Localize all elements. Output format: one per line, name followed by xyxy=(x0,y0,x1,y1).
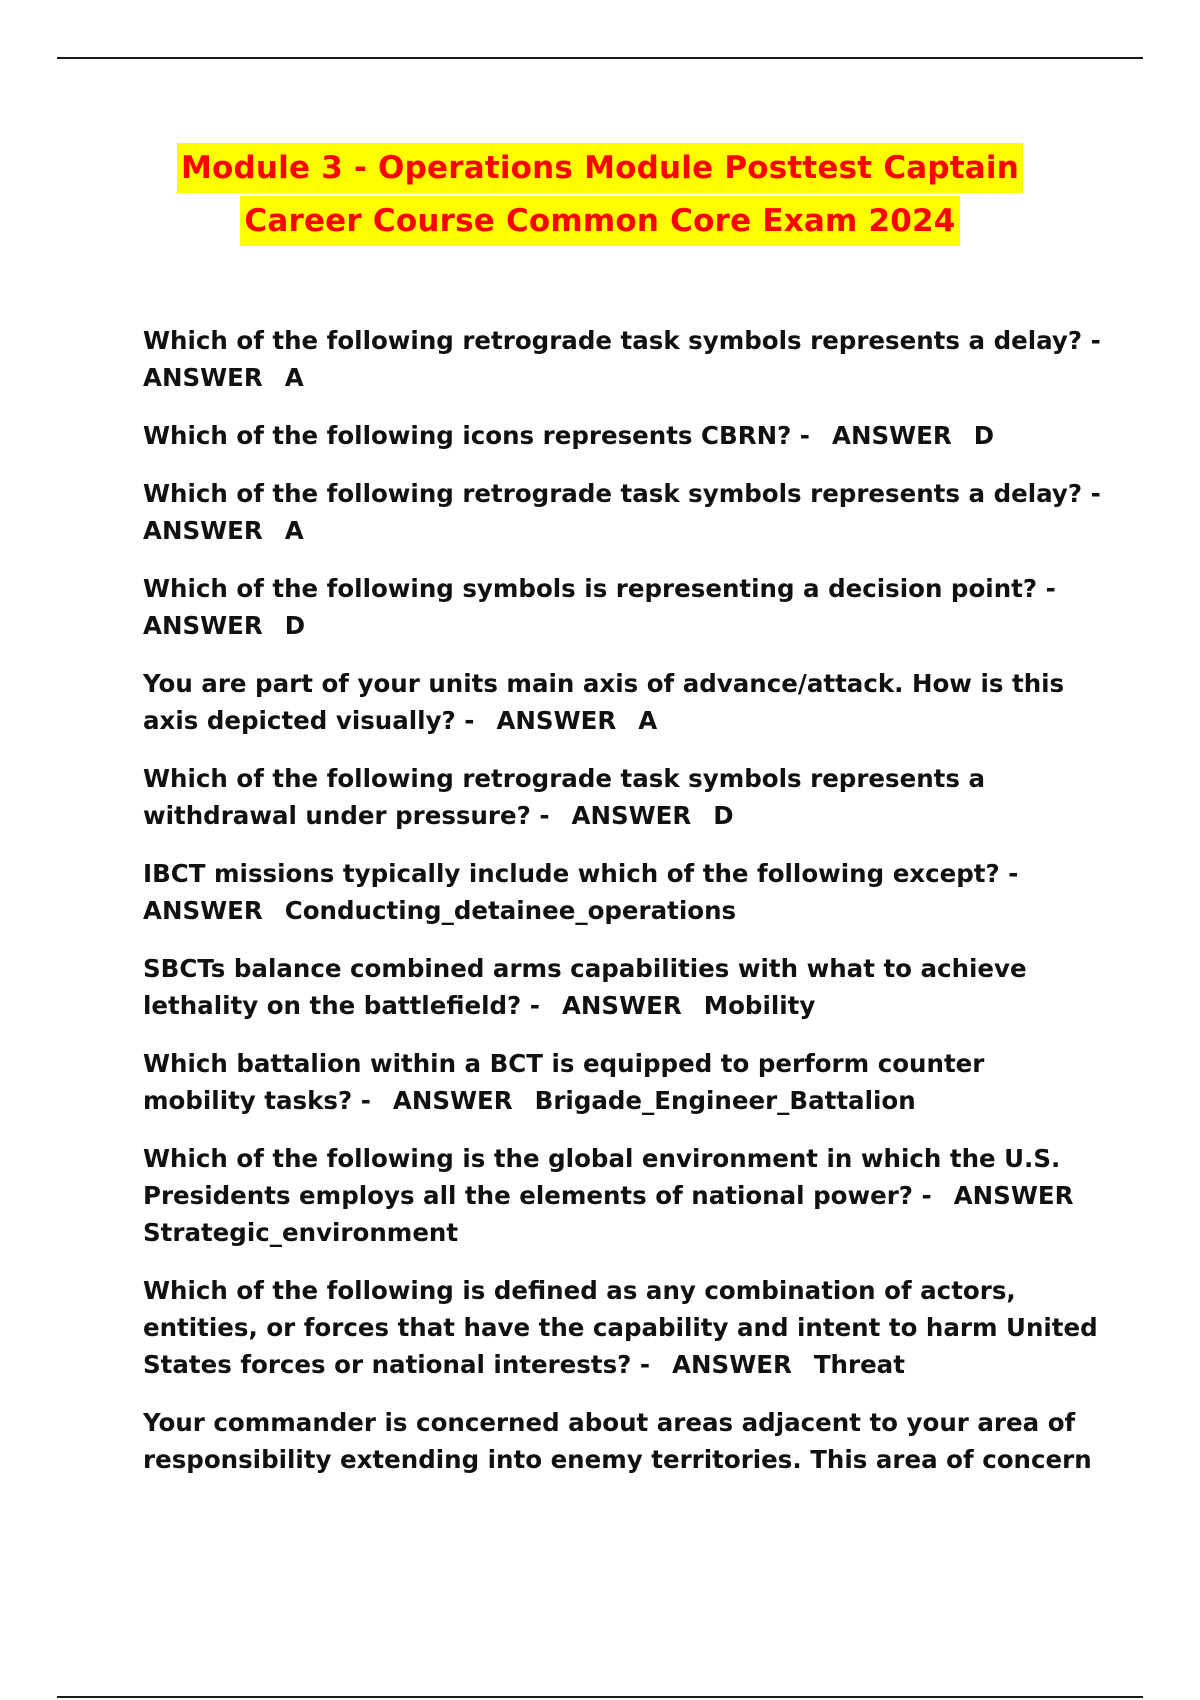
answer-label: ANSWER xyxy=(143,611,263,640)
title-line-2: Career Course Common Core Exam 2024 xyxy=(240,196,959,246)
qa-item-1 xyxy=(143,322,1103,396)
question-text: SBCTs balance combined arms capabilities with what to achieve lethality on the battlefield? - xyxy=(143,954,1027,1020)
answer-label: ANSWER xyxy=(143,363,263,392)
answer-value: D xyxy=(973,421,995,450)
qa-item-7 xyxy=(143,855,1103,929)
answer-value: Threat xyxy=(813,1350,905,1379)
question-text: You are part of your units main axis of advance/attack. How is this axis depicted visually? - xyxy=(143,669,1065,735)
question-answer-list xyxy=(143,322,1103,1499)
answer-label: ANSWER xyxy=(392,1086,513,1115)
question-text: Which of the following retrograde task symbols represents a withdrawal under pressure? - xyxy=(143,764,986,830)
answer-value: D xyxy=(713,801,734,830)
top-divider xyxy=(57,57,1143,59)
qa-item-2 xyxy=(143,417,1103,454)
qa-item-8 xyxy=(143,950,1103,1024)
answer-value: Conducting_detainee_operations xyxy=(284,896,737,925)
answer-label: ANSWER xyxy=(561,991,682,1020)
answer-value: D xyxy=(284,611,306,640)
answer-label: ANSWER xyxy=(143,896,263,925)
answer-label: ANSWER xyxy=(496,706,617,735)
question-text: Which of the following retrograde task symbols represents a delay? - xyxy=(143,479,1101,508)
qa-item-6 xyxy=(143,760,1103,834)
title-line-1: Module 3 - Operations Module Posttest Captain xyxy=(177,143,1023,193)
qa-item-5 xyxy=(143,665,1103,739)
qa-item-trailing: Your commander is concerned about areas adjacent to your area of responsibility extending into enemy territories. This area of concern xyxy=(143,1408,1092,1474)
answer-value: Strategic_environment xyxy=(143,1218,459,1247)
qa-item-10 xyxy=(143,1140,1103,1251)
answer-value: A xyxy=(284,516,304,545)
qa-item-4 xyxy=(143,570,1103,644)
qa-item-9 xyxy=(143,1045,1103,1119)
answer-value: Mobility xyxy=(703,991,816,1020)
question-text: Which of the following retrograde task symbols represents a delay? - xyxy=(143,326,1101,355)
answer-value: A xyxy=(638,706,658,735)
question-text: Which battalion within a BCT is equipped to perform counter mobility tasks? - xyxy=(143,1049,985,1115)
qa-item-3 xyxy=(143,475,1103,549)
answer-label: ANSWER xyxy=(672,1350,792,1379)
document-title xyxy=(0,143,1200,246)
answer-value: A xyxy=(284,363,304,392)
answer-value: Brigade_Engineer_Battalion xyxy=(534,1086,916,1115)
question-text: Which of the following symbols is representing a decision point? - xyxy=(143,574,1056,603)
answer-label: ANSWER xyxy=(831,421,952,450)
answer-label: ANSWER xyxy=(571,801,692,830)
question-text: Which of the following icons represents CBRN? - xyxy=(143,421,810,450)
question-text: Which of the following is defined as any combination of actors, entities, or forces that have the capability and intent to harm United States forces or national interests? - xyxy=(143,1276,1098,1379)
question-text: Which of the following is the global environment in which the U.S. Presidents employs all the elements of national power? - xyxy=(143,1144,1061,1210)
answer-label: ANSWER xyxy=(953,1181,1074,1210)
question-text: IBCT missions typically include which of the following except? - xyxy=(143,859,1019,888)
bottom-divider xyxy=(57,1696,1143,1698)
qa-item-11 xyxy=(143,1272,1103,1383)
answer-label: ANSWER xyxy=(143,516,263,545)
